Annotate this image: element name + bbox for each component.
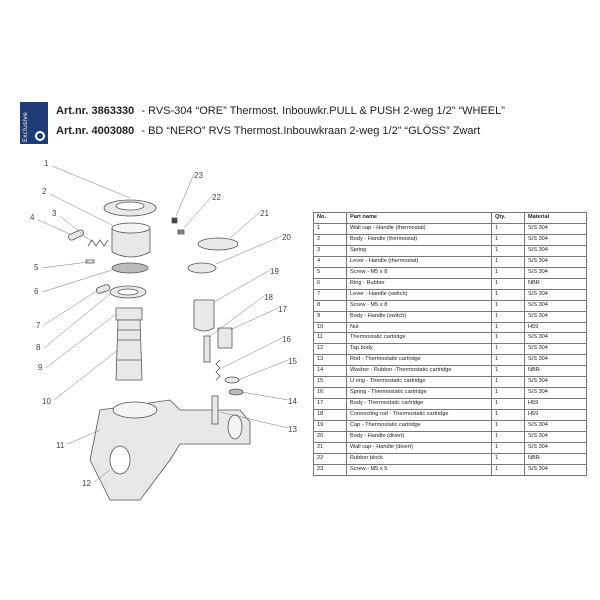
- table-row: [314, 289, 587, 300]
- cell-no: 8: [314, 300, 347, 311]
- part-body-cartridge: [218, 328, 232, 348]
- cell-material: S/S 304: [525, 377, 587, 388]
- brand-logo-text: Exclusive: [22, 112, 29, 142]
- part-lever-switch: [95, 284, 110, 294]
- cell-material: S/S 304: [525, 311, 587, 322]
- cell-part-name: Spring: [347, 245, 492, 256]
- header-part-name: Part name: [347, 213, 492, 224]
- cell-no: 16: [314, 388, 347, 399]
- cell-part-name: Thermostatic cartridge: [347, 333, 492, 344]
- callout-10: 10: [42, 397, 51, 406]
- part-handle-body-divert: [188, 263, 216, 273]
- exploded-view-drawing: [30, 160, 310, 520]
- callout-12: 12: [82, 479, 91, 488]
- cell-material: NBR: [525, 453, 587, 464]
- cell-no: 2: [314, 234, 347, 245]
- article-line-2: [56, 125, 480, 137]
- cell-part-name: Screw - M5 x 8: [347, 267, 492, 278]
- cell-no: 14: [314, 366, 347, 377]
- callout-13: 13: [288, 425, 297, 434]
- table-row: [314, 223, 587, 234]
- callout-8: 8: [36, 343, 41, 352]
- part-rubber-block: [178, 230, 184, 234]
- cell-material: S/S 304: [525, 267, 587, 278]
- table-row: [314, 278, 587, 289]
- callout-21: 21: [260, 209, 269, 218]
- table-row: [314, 464, 587, 475]
- cell-qty: 1: [492, 432, 525, 443]
- brand-logo-mark: [35, 131, 45, 141]
- cell-no: 13: [314, 355, 347, 366]
- cell-qty: 1: [492, 453, 525, 464]
- cell-qty: 1: [492, 344, 525, 355]
- part-u-ring: [225, 377, 239, 383]
- callout-23: 23: [194, 171, 203, 180]
- table-row: [314, 443, 587, 454]
- table-header-row: [314, 213, 587, 224]
- table-row: [314, 267, 587, 278]
- part-spring-cartridge: [216, 360, 220, 380]
- cell-qty: 1: [492, 399, 525, 410]
- cell-qty: 1: [492, 311, 525, 322]
- table-row: [314, 421, 587, 432]
- part-screw-m5x5: [172, 218, 177, 223]
- cell-no: 19: [314, 421, 347, 432]
- header-material: Material: [525, 213, 587, 224]
- cell-no: 15: [314, 377, 347, 388]
- cell-no: 5: [314, 267, 347, 278]
- cell-qty: 1: [492, 421, 525, 432]
- callout-2: 2: [42, 187, 47, 196]
- parts-table: [313, 212, 587, 476]
- table-row: [314, 234, 587, 245]
- cell-part-name: Screw - M5 x 5: [347, 464, 492, 475]
- cell-material: S/S 304: [525, 443, 587, 454]
- part-wall-cap-divert: [198, 238, 238, 250]
- table-row: [314, 388, 587, 399]
- cell-qty: 1: [492, 388, 525, 399]
- cell-no: 23: [314, 464, 347, 475]
- cell-qty: 1: [492, 366, 525, 377]
- cell-no: 1: [314, 223, 347, 234]
- callout-16: 16: [282, 335, 291, 344]
- cell-material: S/S 304: [525, 421, 587, 432]
- article-line-1: [56, 105, 505, 117]
- cell-no: 4: [314, 256, 347, 267]
- cell-no: 10: [314, 322, 347, 333]
- callout-3: 3: [52, 209, 57, 218]
- cell-qty: 1: [492, 223, 525, 234]
- cell-part-name: Ring - Rubber: [347, 278, 492, 289]
- table-row: [314, 344, 587, 355]
- cell-material: NBR: [525, 278, 587, 289]
- cell-part-name: Rubber block: [347, 453, 492, 464]
- callout-20: 20: [282, 233, 291, 242]
- header-qty: Qty.: [492, 213, 525, 224]
- cell-qty: 1: [492, 234, 525, 245]
- part-rod-cartridge: [212, 396, 218, 424]
- article-description-2: - BD “NERO” RVS Thermost.Inbouwkraan 2-weg 1/2” “GLÖSS” Zwart: [141, 125, 481, 137]
- cell-qty: 1: [492, 267, 525, 278]
- cell-material: S/S 304: [525, 300, 587, 311]
- cell-material: S/S 304: [525, 289, 587, 300]
- table-row: [314, 300, 587, 311]
- table-row: [314, 366, 587, 377]
- cell-qty: 1: [492, 245, 525, 256]
- cell-material: S/S 304: [525, 256, 587, 267]
- header-no: No.: [314, 213, 347, 224]
- cell-material: NBR: [525, 366, 587, 377]
- cell-material: S/S 304: [525, 432, 587, 443]
- cell-no: 3: [314, 245, 347, 256]
- cell-material: S/S 304: [525, 245, 587, 256]
- callout-18: 18: [264, 293, 273, 302]
- callout-7: 7: [36, 321, 41, 330]
- cell-material: S/S 304: [525, 355, 587, 366]
- cell-no: 22: [314, 453, 347, 464]
- table-row: [314, 453, 587, 464]
- cell-no: 11: [314, 333, 347, 344]
- part-rubber-ring: [112, 263, 148, 273]
- article-label-1: Art.nr.: [56, 105, 89, 117]
- cell-no: 17: [314, 399, 347, 410]
- table-row: [314, 245, 587, 256]
- callout-19: 19: [270, 267, 279, 276]
- cell-qty: 1: [492, 464, 525, 475]
- part-thermostatic-cartridge: [116, 320, 142, 380]
- table-row: [314, 322, 587, 333]
- callout-22: 22: [212, 193, 221, 202]
- part-lever-thermostat: [67, 229, 84, 241]
- part-nut: [116, 308, 142, 320]
- cell-part-name: Nut: [347, 322, 492, 333]
- table-row: [314, 333, 587, 344]
- callout-4: 4: [30, 213, 35, 222]
- parts-table-body: [314, 223, 587, 475]
- cell-material: S/S 304: [525, 464, 587, 475]
- cell-no: 12: [314, 344, 347, 355]
- cell-part-name: Lever - Handle (switch): [347, 289, 492, 300]
- cell-part-name: Body - Thermostatic cartridge: [347, 399, 492, 410]
- callout-1: 1: [44, 160, 49, 168]
- cell-part-name: Screw - M5 x 8: [347, 300, 492, 311]
- callout-11: 11: [56, 441, 65, 450]
- table-row: [314, 410, 587, 421]
- cell-material: H59: [525, 399, 587, 410]
- cell-no: 9: [314, 311, 347, 322]
- cell-qty: 1: [492, 443, 525, 454]
- cell-part-name: Body - Handle (thermostat): [347, 234, 492, 245]
- cell-no: 20: [314, 432, 347, 443]
- table-row: [314, 399, 587, 410]
- cell-qty: 1: [492, 256, 525, 267]
- callout-14: 14: [288, 397, 297, 406]
- cell-qty: 1: [492, 333, 525, 344]
- cell-qty: 1: [492, 355, 525, 366]
- cell-material: S/S 304: [525, 388, 587, 399]
- article-description-1: - RVS-304 “ORE” Thermost. Inbouwkr.PULL & PUSH 2-weg 1/2” “WHEEL”: [141, 105, 505, 117]
- part-washer-rubber: [229, 389, 243, 395]
- cell-material: H59: [525, 410, 587, 421]
- table-row: [314, 432, 587, 443]
- cell-qty: 1: [492, 300, 525, 311]
- cell-qty: 1: [492, 289, 525, 300]
- brand-logo: [20, 102, 48, 144]
- part-connecting-rod: [204, 336, 210, 362]
- cell-no: 6: [314, 278, 347, 289]
- cell-part-name: Body - Handle (divert): [347, 432, 492, 443]
- article-number-1: 3863330: [91, 105, 135, 117]
- cell-material: S/S 304: [525, 234, 587, 245]
- cell-part-name: Wall cap - Handle (thermostat): [347, 223, 492, 234]
- callout-6: 6: [34, 287, 39, 296]
- cell-no: 21: [314, 443, 347, 454]
- cell-material: H59: [525, 322, 587, 333]
- callout-15: 15: [288, 357, 297, 366]
- table-row: [314, 256, 587, 267]
- callout-17: 17: [278, 305, 287, 314]
- table-row: [314, 355, 587, 366]
- cell-part-name: Washer - Rubber -Thermostatic cartridge: [347, 366, 492, 377]
- table-row: [314, 311, 587, 322]
- cell-qty: 1: [492, 410, 525, 421]
- part-cap-cartridge: [194, 300, 214, 331]
- table-row: [314, 377, 587, 388]
- cell-qty: 1: [492, 322, 525, 333]
- article-number-2: 4003080: [91, 125, 135, 137]
- cell-qty: 1: [492, 377, 525, 388]
- part-screw-m5x8-a: [86, 260, 94, 263]
- cell-part-name: Wall cap - Handle (divert): [347, 443, 492, 454]
- cell-part-name: Body - Handle (switch): [347, 311, 492, 322]
- cell-part-name: Tap body: [347, 344, 492, 355]
- cell-part-name: Cap - Thermostatic cartridge: [347, 421, 492, 432]
- cell-part-name: U ring - Thermostatic cartridge: [347, 377, 492, 388]
- cell-material: S/S 304: [525, 333, 587, 344]
- cell-material: S/S 304: [525, 223, 587, 234]
- cell-part-name: Lever - Handle (thermostat): [347, 256, 492, 267]
- cell-qty: 1: [492, 278, 525, 289]
- cell-part-name: Rod - Thermostatic cartridge: [347, 355, 492, 366]
- cell-part-name: Spring - Thermostatic cartridge: [347, 388, 492, 399]
- cell-material: S/S 304: [525, 344, 587, 355]
- callout-5: 5: [34, 263, 39, 272]
- article-label-2: Art.nr.: [56, 125, 89, 137]
- cell-part-name: Connecting rod - Thermostatic cartridge: [347, 410, 492, 421]
- cell-no: 18: [314, 410, 347, 421]
- callout-9: 9: [38, 363, 43, 372]
- cell-no: 7: [314, 289, 347, 300]
